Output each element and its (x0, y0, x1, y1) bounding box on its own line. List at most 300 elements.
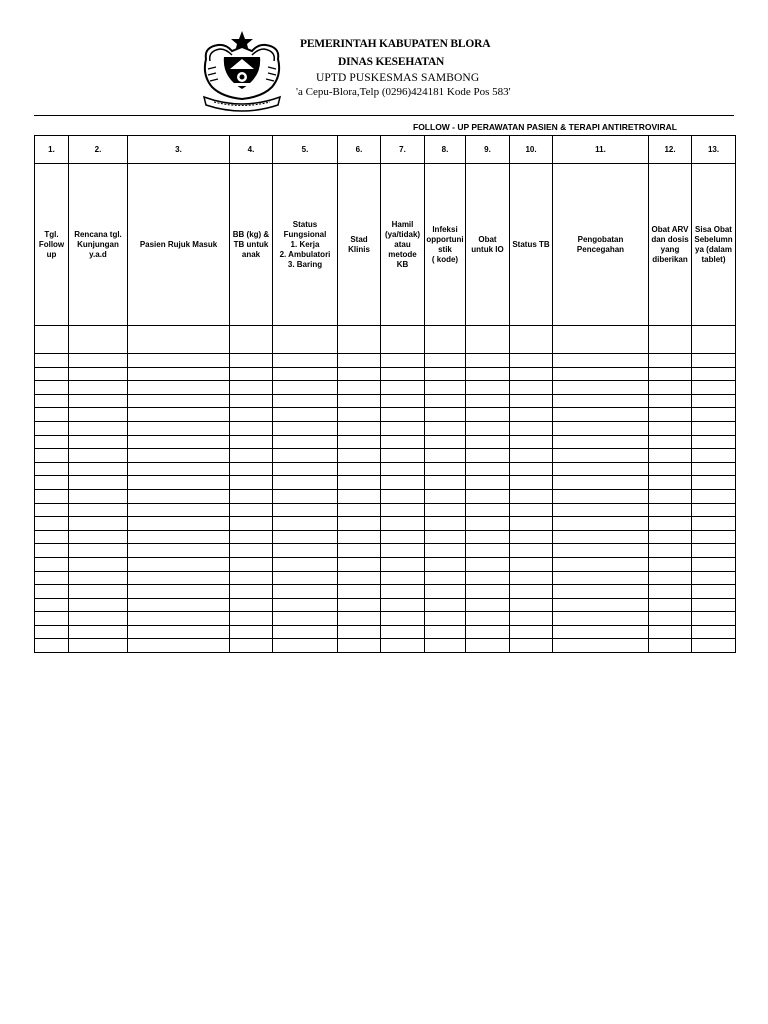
empty-entry-cell[interactable] (510, 489, 553, 503)
empty-entry-cell[interactable] (692, 394, 736, 408)
empty-entry-cell[interactable] (128, 530, 230, 544)
empty-entry-cell[interactable] (338, 503, 381, 517)
empty-entry-cell[interactable] (692, 449, 736, 463)
empty-entry-cell[interactable] (69, 557, 128, 571)
empty-entry-cell[interactable] (466, 394, 510, 408)
empty-entry-cell[interactable] (425, 503, 466, 517)
empty-entry-cell[interactable] (649, 517, 692, 531)
empty-entry-cell[interactable] (69, 449, 128, 463)
empty-entry-cell[interactable] (425, 557, 466, 571)
empty-entry-cell[interactable] (35, 517, 69, 531)
empty-entry-cell[interactable] (510, 598, 553, 612)
empty-entry-cell[interactable] (466, 544, 510, 558)
empty-entry-cell[interactable] (273, 625, 338, 639)
empty-entry-cell[interactable] (128, 476, 230, 490)
empty-entry-cell[interactable] (553, 449, 649, 463)
empty-entry-cell[interactable] (425, 476, 466, 490)
empty-entry-cell[interactable] (273, 435, 338, 449)
empty-entry-cell[interactable] (649, 503, 692, 517)
empty-entry-cell[interactable] (230, 612, 273, 626)
empty-entry-cell[interactable] (510, 571, 553, 585)
empty-entry-cell[interactable] (273, 354, 338, 368)
empty-entry-cell[interactable] (553, 585, 649, 599)
empty-entry-cell[interactable] (381, 326, 425, 354)
empty-entry-cell[interactable] (35, 476, 69, 490)
empty-entry-cell[interactable] (553, 598, 649, 612)
empty-entry-cell[interactable] (273, 571, 338, 585)
empty-entry-cell[interactable] (128, 449, 230, 463)
empty-entry-cell[interactable] (649, 408, 692, 422)
empty-entry-cell[interactable] (466, 449, 510, 463)
empty-entry-cell[interactable] (338, 544, 381, 558)
empty-entry-cell[interactable] (230, 435, 273, 449)
empty-entry-cell[interactable] (338, 354, 381, 368)
empty-entry-cell[interactable] (69, 367, 128, 381)
empty-entry-cell[interactable] (649, 394, 692, 408)
empty-entry-cell[interactable] (35, 585, 69, 599)
empty-entry-cell[interactable] (510, 544, 553, 558)
empty-entry-cell[interactable] (692, 408, 736, 422)
empty-entry-cell[interactable] (128, 517, 230, 531)
empty-entry-cell[interactable] (69, 503, 128, 517)
empty-entry-cell[interactable] (425, 544, 466, 558)
empty-entry-cell[interactable] (381, 517, 425, 531)
empty-entry-cell[interactable] (230, 354, 273, 368)
empty-entry-cell[interactable] (649, 557, 692, 571)
empty-entry-cell[interactable] (553, 571, 649, 585)
empty-entry-cell[interactable] (128, 557, 230, 571)
empty-entry-cell[interactable] (553, 408, 649, 422)
empty-entry-cell[interactable] (338, 449, 381, 463)
empty-entry-cell[interactable] (553, 625, 649, 639)
empty-entry-cell[interactable] (425, 571, 466, 585)
empty-entry-cell[interactable] (425, 408, 466, 422)
empty-entry-cell[interactable] (381, 354, 425, 368)
empty-entry-cell[interactable] (510, 557, 553, 571)
empty-entry-cell[interactable] (466, 598, 510, 612)
empty-entry-cell[interactable] (128, 598, 230, 612)
empty-entry-cell[interactable] (466, 571, 510, 585)
empty-entry-cell[interactable] (273, 394, 338, 408)
empty-entry-cell[interactable] (553, 394, 649, 408)
empty-entry-cell[interactable] (466, 517, 510, 531)
empty-entry-cell[interactable] (425, 585, 466, 599)
empty-entry-cell[interactable] (69, 421, 128, 435)
empty-entry-cell[interactable] (466, 585, 510, 599)
empty-entry-cell[interactable] (69, 612, 128, 626)
empty-entry-cell[interactable] (230, 503, 273, 517)
empty-entry-cell[interactable] (510, 326, 553, 354)
empty-entry-cell[interactable] (466, 367, 510, 381)
empty-entry-cell[interactable] (338, 394, 381, 408)
empty-entry-cell[interactable] (381, 585, 425, 599)
empty-entry-cell[interactable] (69, 585, 128, 599)
empty-entry-cell[interactable] (338, 326, 381, 354)
empty-entry-cell[interactable] (425, 381, 466, 395)
empty-entry-cell[interactable] (128, 544, 230, 558)
empty-entry-cell[interactable] (692, 381, 736, 395)
empty-entry-cell[interactable] (338, 381, 381, 395)
empty-entry-cell[interactable] (649, 612, 692, 626)
empty-entry-cell[interactable] (230, 489, 273, 503)
empty-entry-cell[interactable] (381, 571, 425, 585)
empty-entry-cell[interactable] (381, 625, 425, 639)
empty-entry-cell[interactable] (553, 381, 649, 395)
empty-entry-cell[interactable] (692, 571, 736, 585)
empty-entry-cell[interactable] (510, 517, 553, 531)
empty-entry-cell[interactable] (230, 421, 273, 435)
empty-entry-cell[interactable] (425, 489, 466, 503)
empty-entry-cell[interactable] (69, 598, 128, 612)
empty-entry-cell[interactable] (649, 625, 692, 639)
empty-entry-cell[interactable] (692, 421, 736, 435)
empty-entry-cell[interactable] (466, 476, 510, 490)
empty-entry-cell[interactable] (273, 381, 338, 395)
empty-entry-cell[interactable] (510, 625, 553, 639)
empty-entry-cell[interactable] (128, 394, 230, 408)
empty-entry-cell[interactable] (510, 530, 553, 544)
empty-entry-cell[interactable] (466, 639, 510, 653)
empty-entry-cell[interactable] (649, 367, 692, 381)
empty-entry-cell[interactable] (35, 544, 69, 558)
empty-entry-cell[interactable] (35, 489, 69, 503)
empty-entry-cell[interactable] (553, 639, 649, 653)
empty-entry-cell[interactable] (128, 408, 230, 422)
empty-entry-cell[interactable] (338, 462, 381, 476)
empty-entry-cell[interactable] (466, 381, 510, 395)
empty-entry-cell[interactable] (553, 517, 649, 531)
empty-entry-cell[interactable] (692, 462, 736, 476)
empty-entry-cell[interactable] (35, 612, 69, 626)
empty-entry-cell[interactable] (69, 625, 128, 639)
empty-entry-cell[interactable] (510, 421, 553, 435)
empty-entry-cell[interactable] (381, 381, 425, 395)
empty-entry-cell[interactable] (128, 639, 230, 653)
empty-entry-cell[interactable] (553, 326, 649, 354)
empty-entry-cell[interactable] (381, 489, 425, 503)
empty-entry-cell[interactable] (553, 557, 649, 571)
empty-entry-cell[interactable] (338, 639, 381, 653)
empty-entry-cell[interactable] (692, 476, 736, 490)
empty-entry-cell[interactable] (338, 530, 381, 544)
empty-entry-cell[interactable] (338, 571, 381, 585)
empty-entry-cell[interactable] (381, 530, 425, 544)
empty-entry-cell[interactable] (692, 367, 736, 381)
empty-entry-cell[interactable] (35, 449, 69, 463)
empty-entry-cell[interactable] (510, 367, 553, 381)
empty-entry-cell[interactable] (381, 476, 425, 490)
empty-entry-cell[interactable] (35, 639, 69, 653)
empty-entry-cell[interactable] (381, 544, 425, 558)
empty-entry-cell[interactable] (510, 394, 553, 408)
empty-entry-cell[interactable] (69, 571, 128, 585)
empty-entry-cell[interactable] (338, 585, 381, 599)
empty-entry-cell[interactable] (692, 326, 736, 354)
empty-entry-cell[interactable] (510, 476, 553, 490)
empty-entry-cell[interactable] (466, 625, 510, 639)
empty-entry-cell[interactable] (425, 598, 466, 612)
empty-entry-cell[interactable] (338, 517, 381, 531)
empty-entry-cell[interactable] (510, 449, 553, 463)
empty-entry-cell[interactable] (230, 394, 273, 408)
empty-entry-cell[interactable] (128, 503, 230, 517)
empty-entry-cell[interactable] (425, 367, 466, 381)
empty-entry-cell[interactable] (273, 326, 338, 354)
empty-entry-cell[interactable] (35, 625, 69, 639)
empty-entry-cell[interactable] (128, 571, 230, 585)
empty-entry-cell[interactable] (425, 639, 466, 653)
empty-entry-cell[interactable] (510, 612, 553, 626)
empty-entry-cell[interactable] (381, 557, 425, 571)
empty-entry-cell[interactable] (338, 408, 381, 422)
empty-entry-cell[interactable] (466, 408, 510, 422)
empty-entry-cell[interactable] (230, 530, 273, 544)
empty-entry-cell[interactable] (273, 449, 338, 463)
empty-entry-cell[interactable] (230, 557, 273, 571)
empty-entry-cell[interactable] (35, 503, 69, 517)
empty-entry-cell[interactable] (510, 503, 553, 517)
empty-entry-cell[interactable] (649, 421, 692, 435)
empty-entry-cell[interactable] (69, 408, 128, 422)
empty-entry-cell[interactable] (425, 517, 466, 531)
empty-entry-cell[interactable] (381, 612, 425, 626)
empty-entry-cell[interactable] (466, 421, 510, 435)
empty-entry-cell[interactable] (35, 367, 69, 381)
empty-entry-cell[interactable] (230, 449, 273, 463)
empty-entry-cell[interactable] (425, 612, 466, 626)
empty-entry-cell[interactable] (273, 476, 338, 490)
empty-entry-cell[interactable] (69, 639, 128, 653)
empty-entry-cell[interactable] (649, 326, 692, 354)
empty-entry-cell[interactable] (466, 354, 510, 368)
empty-entry-cell[interactable] (425, 462, 466, 476)
empty-entry-cell[interactable] (338, 489, 381, 503)
empty-entry-cell[interactable] (649, 598, 692, 612)
empty-entry-cell[interactable] (649, 639, 692, 653)
empty-entry-cell[interactable] (128, 462, 230, 476)
empty-entry-cell[interactable] (35, 557, 69, 571)
empty-entry-cell[interactable] (553, 530, 649, 544)
empty-entry-cell[interactable] (273, 408, 338, 422)
empty-entry-cell[interactable] (230, 625, 273, 639)
empty-entry-cell[interactable] (35, 408, 69, 422)
empty-entry-cell[interactable] (381, 394, 425, 408)
empty-entry-cell[interactable] (35, 394, 69, 408)
empty-entry-cell[interactable] (649, 571, 692, 585)
empty-entry-cell[interactable] (35, 326, 69, 354)
empty-entry-cell[interactable] (510, 354, 553, 368)
empty-entry-cell[interactable] (273, 639, 338, 653)
column-header-obat-arv: Obat ARV dan dosis yang diberikan (649, 164, 692, 326)
empty-entry-cell[interactable] (69, 530, 128, 544)
empty-entry-cell[interactable] (35, 571, 69, 585)
empty-entry-cell[interactable] (510, 585, 553, 599)
empty-entry-cell[interactable] (381, 421, 425, 435)
empty-entry-cell[interactable] (128, 381, 230, 395)
empty-entry-cell[interactable] (69, 326, 128, 354)
empty-entry-cell[interactable] (35, 354, 69, 368)
empty-entry-cell[interactable] (338, 435, 381, 449)
empty-entry-cell[interactable] (230, 462, 273, 476)
empty-entry-cell[interactable] (553, 489, 649, 503)
empty-entry-cell[interactable] (510, 408, 553, 422)
empty-entry-cell[interactable] (649, 381, 692, 395)
empty-entry-cell[interactable] (381, 449, 425, 463)
empty-entry-cell[interactable] (692, 517, 736, 531)
empty-entry-cell[interactable] (128, 585, 230, 599)
empty-entry-cell[interactable] (553, 476, 649, 490)
empty-entry-cell[interactable] (128, 354, 230, 368)
empty-entry-cell[interactable] (466, 489, 510, 503)
empty-entry-cell[interactable] (466, 503, 510, 517)
empty-entry-cell[interactable] (510, 435, 553, 449)
empty-entry-cell[interactable] (338, 625, 381, 639)
empty-entry-cell[interactable] (273, 517, 338, 531)
empty-entry-cell[interactable] (69, 544, 128, 558)
empty-entry-cell[interactable] (510, 381, 553, 395)
empty-entry-cell[interactable] (649, 449, 692, 463)
empty-entry-cell[interactable] (273, 557, 338, 571)
empty-entry-cell[interactable] (381, 408, 425, 422)
empty-entry-cell[interactable] (69, 489, 128, 503)
empty-entry-cell[interactable] (692, 435, 736, 449)
empty-entry-cell[interactable] (553, 435, 649, 449)
empty-entry-cell[interactable] (466, 435, 510, 449)
empty-entry-cell[interactable] (69, 381, 128, 395)
empty-entry-cell[interactable] (425, 530, 466, 544)
empty-entry-cell[interactable] (466, 557, 510, 571)
empty-entry-cell[interactable] (273, 489, 338, 503)
empty-entry-cell[interactable] (649, 476, 692, 490)
empty-entry-cell[interactable] (692, 639, 736, 653)
empty-entry-cell[interactable] (553, 367, 649, 381)
empty-entry-cell[interactable] (273, 585, 338, 599)
empty-entry-cell[interactable] (338, 612, 381, 626)
empty-entry-cell[interactable] (692, 598, 736, 612)
empty-entry-cell[interactable] (692, 544, 736, 558)
empty-entry-cell[interactable] (230, 476, 273, 490)
empty-entry-cell[interactable] (273, 421, 338, 435)
empty-entry-cell[interactable] (69, 517, 128, 531)
empty-entry-cell[interactable] (692, 625, 736, 639)
empty-entry-cell[interactable] (381, 503, 425, 517)
empty-entry-cell[interactable] (692, 530, 736, 544)
empty-entry-cell[interactable] (69, 476, 128, 490)
empty-entry-cell[interactable] (649, 354, 692, 368)
empty-entry-cell[interactable] (510, 639, 553, 653)
empty-entry-cell[interactable] (69, 462, 128, 476)
empty-entry-cell[interactable] (230, 598, 273, 612)
empty-entry-cell[interactable] (692, 612, 736, 626)
empty-entry-cell[interactable] (553, 612, 649, 626)
empty-entry-cell[interactable] (230, 639, 273, 653)
empty-entry-cell[interactable] (338, 557, 381, 571)
empty-entry-cell[interactable] (35, 381, 69, 395)
empty-entry-cell[interactable] (649, 489, 692, 503)
empty-entry-cell[interactable] (381, 367, 425, 381)
empty-entry-cell[interactable] (466, 462, 510, 476)
empty-entry-cell[interactable] (128, 489, 230, 503)
empty-entry-cell[interactable] (425, 625, 466, 639)
empty-entry-cell[interactable] (425, 435, 466, 449)
empty-entry-cell[interactable] (35, 435, 69, 449)
empty-entry-cell[interactable] (230, 517, 273, 531)
empty-entry-cell[interactable] (230, 544, 273, 558)
empty-entry-cell[interactable] (273, 612, 338, 626)
empty-entry-cell[interactable] (128, 421, 230, 435)
empty-entry-cell[interactable] (273, 367, 338, 381)
empty-entry-cell[interactable] (692, 489, 736, 503)
empty-entry-cell[interactable] (649, 435, 692, 449)
empty-entry-cell[interactable] (692, 557, 736, 571)
empty-entry-cell[interactable] (425, 354, 466, 368)
empty-entry-cell[interactable] (273, 462, 338, 476)
empty-entry-cell[interactable] (425, 421, 466, 435)
empty-entry-cell[interactable] (230, 408, 273, 422)
empty-entry-cell[interactable] (273, 530, 338, 544)
empty-entry-cell[interactable] (381, 598, 425, 612)
empty-entry-cell[interactable] (649, 544, 692, 558)
empty-entry-cell[interactable] (649, 530, 692, 544)
empty-entry-cell[interactable] (649, 462, 692, 476)
empty-entry-cell[interactable] (510, 462, 553, 476)
empty-entry-cell[interactable] (425, 449, 466, 463)
empty-entry-cell[interactable] (466, 530, 510, 544)
empty-entry-cell[interactable] (230, 571, 273, 585)
empty-entry-cell[interactable] (35, 462, 69, 476)
empty-entry-cell[interactable] (553, 503, 649, 517)
empty-entry-cell[interactable] (425, 394, 466, 408)
empty-entry-cell[interactable] (466, 612, 510, 626)
empty-entry-cell[interactable] (553, 354, 649, 368)
empty-entry-cell[interactable] (273, 544, 338, 558)
empty-entry-cell[interactable] (338, 421, 381, 435)
empty-entry-cell[interactable] (466, 326, 510, 354)
empty-entry-cell[interactable] (273, 503, 338, 517)
empty-entry-cell[interactable] (425, 326, 466, 354)
empty-entry-cell[interactable] (692, 354, 736, 368)
empty-entry-cell[interactable] (649, 585, 692, 599)
empty-entry-cell[interactable] (128, 435, 230, 449)
empty-entry-cell[interactable] (381, 435, 425, 449)
empty-entry-cell[interactable] (35, 421, 69, 435)
empty-entry-cell[interactable] (338, 367, 381, 381)
empty-entry-cell[interactable] (553, 544, 649, 558)
empty-entry-cell[interactable] (128, 612, 230, 626)
empty-entry-cell[interactable] (230, 381, 273, 395)
empty-entry-cell[interactable] (128, 625, 230, 639)
empty-entry-cell[interactable] (69, 354, 128, 368)
empty-entry-cell[interactable] (230, 326, 273, 354)
empty-entry-cell[interactable] (230, 585, 273, 599)
empty-entry-cell[interactable] (35, 598, 69, 612)
empty-entry-cell[interactable] (69, 394, 128, 408)
empty-entry-cell[interactable] (128, 367, 230, 381)
empty-entry-cell[interactable] (273, 598, 338, 612)
empty-entry-cell[interactable] (69, 435, 128, 449)
empty-entry-cell[interactable] (692, 585, 736, 599)
empty-entry-cell[interactable] (553, 421, 649, 435)
empty-entry-cell[interactable] (338, 598, 381, 612)
empty-entry-cell[interactable] (338, 476, 381, 490)
empty-entry-cell[interactable] (381, 639, 425, 653)
empty-entry-cell[interactable] (692, 503, 736, 517)
empty-entry-cell[interactable] (553, 462, 649, 476)
empty-entry-cell[interactable] (35, 530, 69, 544)
empty-entry-cell[interactable] (381, 462, 425, 476)
empty-entry-cell[interactable] (128, 326, 230, 354)
empty-entry-cell[interactable] (230, 367, 273, 381)
